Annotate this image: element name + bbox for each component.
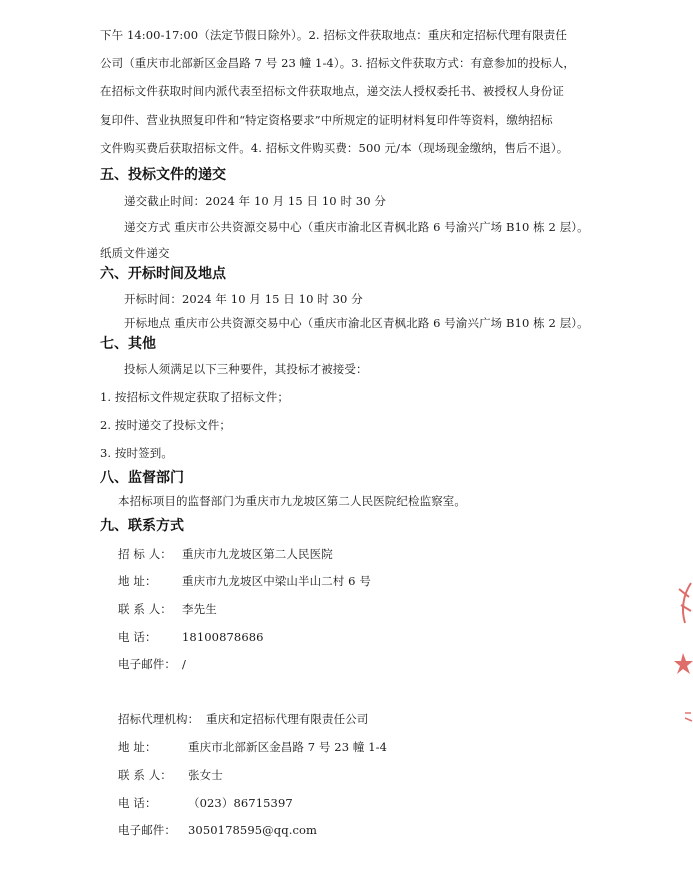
submission-deadline: 递交截止时间：2024 年 10 月 15 日 10 时 30 分 (124, 194, 386, 208)
submission-method-cont: 纸质文件递交 (100, 246, 170, 260)
contact-row-person (118, 601, 217, 617)
opening-place: 开标地点 重庆市公共资源交易中心（重庆市渝北区青枫北路 6 号渝兴广场 B10 栋 2 层）。 (124, 316, 589, 330)
seal-graphic (673, 575, 693, 725)
agency-phone-label: 电 话： (118, 796, 157, 810)
email-value: / (182, 657, 186, 671)
email-label: 电子邮件： (118, 657, 176, 671)
contact-label: 联 系 人： (118, 602, 172, 616)
submission-method: 递交方式 重庆市公共资源交易中心（重庆市渝北区青枫北路 6 号渝兴广场 B10 栋 2 层）。 (124, 220, 589, 234)
agency-contact-value: 张女士 (188, 768, 223, 782)
contact-row-address (118, 573, 371, 589)
requirement-item-3: 3. 按时签到。 (100, 446, 173, 460)
intro-line-2: 公司（重庆市北部新区金昌路 7 号 23 幢 1-4）。3. 招标文件获取方式：有意参加的投标人， (100, 56, 576, 70)
section-9-heading: 九、联系方式 (100, 518, 184, 534)
agency-phone-value: （023）86715397 (188, 796, 293, 810)
agency-contact-label: 联 系 人： (118, 768, 172, 782)
intro-line-3: 在招标文件获取时间内派代表至招标文件获取地点，递交法人授权委托书、被授权人身份证 (100, 84, 564, 98)
red-seal-stamp (673, 575, 693, 725)
contact-row-email (118, 656, 186, 672)
address-label: 地 址： (118, 574, 157, 588)
tenderer-value: 重庆市九龙坡区第二人民医院 (182, 547, 333, 561)
agency-label: 招标代理机构： (118, 712, 200, 726)
intro-line-1: 下午 14:00-17:00（法定节假日除外）。2. 招标文件获取地点：重庆和定招标代理有限责任 (100, 28, 567, 42)
agency-address-label: 地 址： (118, 740, 157, 754)
agency-row-address (118, 739, 387, 755)
section-7-heading: 七、其他 (100, 336, 156, 352)
agency-email-value: 3050178595@qq.com (188, 823, 318, 837)
contact-row-tenderer (118, 546, 333, 562)
opening-time: 开标时间：2024 年 10 月 15 日 10 时 30 分 (124, 292, 363, 306)
address-value: 重庆市九龙坡区中梁山半山二村 6 号 (182, 574, 371, 588)
contact-value: 李先生 (182, 602, 217, 616)
supervision-text: 本招标项目的监督部门为重庆市九龙坡区第二人民医院纪检监察室。 (118, 494, 466, 508)
requirements-intro: 投标人须满足以下三种要件，其投标才被接受： (124, 362, 368, 376)
agency-row-phone (118, 795, 293, 811)
agency-row-email (118, 822, 317, 838)
requirement-item-1: 1. 按招标文件规定获取了招标文件； (100, 390, 289, 404)
intro-line-4: 复印件、营业执照复印件和“特定资格要求”中所规定的证明材料复印件等资料，缴纳招标 (100, 113, 553, 127)
agency-value: 重庆和定招标代理有限责任公司 (206, 712, 369, 726)
agency-address-value: 重庆市北部新区金昌路 7 号 23 幢 1-4 (188, 740, 388, 754)
intro-line-5: 文件购买费后获取招标文件。4. 招标文件购买费：500 元/本（现场现金缴纳，售后不退）。 (100, 141, 569, 155)
agency-email-label: 电子邮件： (118, 823, 176, 837)
contact-row-phone (118, 629, 264, 645)
section-6-heading: 六、开标时间及地点 (100, 266, 226, 282)
requirement-item-2: 2. 按时递交了投标文件； (100, 418, 231, 432)
section-5-heading: 五、投标文件的递交 (100, 167, 226, 183)
agency-row-contact (118, 767, 223, 783)
agency-row-name (118, 711, 368, 727)
section-8-heading: 八、监督部门 (100, 470, 184, 486)
phone-value: 18100878686 (182, 630, 264, 644)
phone-label: 电 话： (118, 630, 157, 644)
tenderer-label: 招 标 人： (118, 547, 172, 561)
